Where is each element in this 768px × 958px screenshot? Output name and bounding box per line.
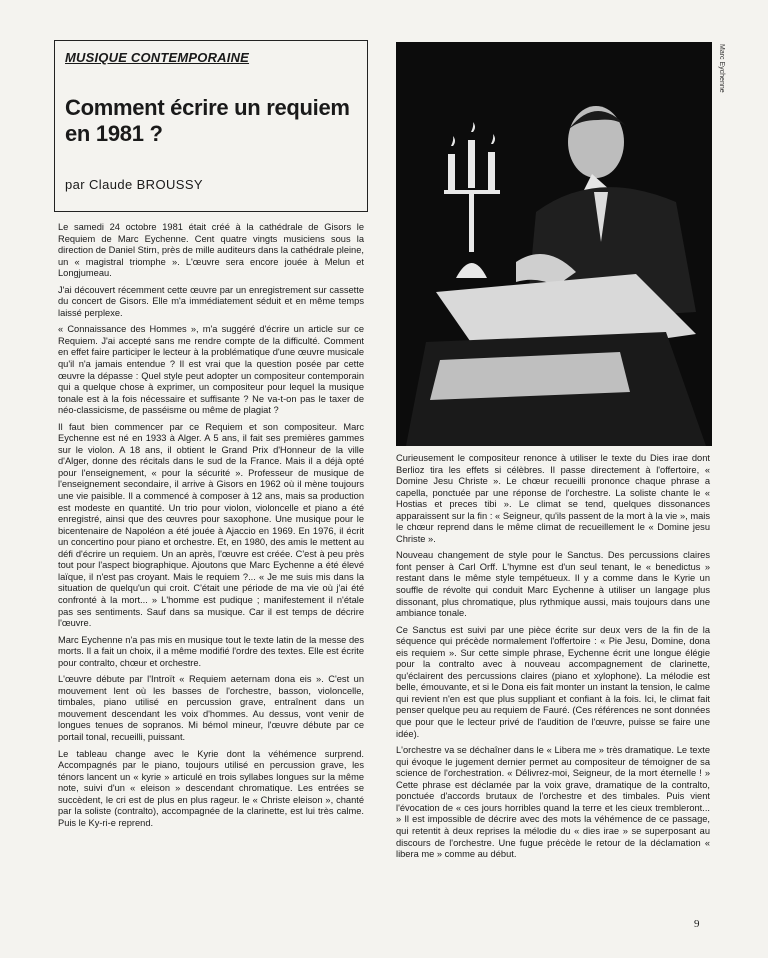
paragraph: Le samedi 24 octobre 1981 était créé à la cathédrale de Gisors le Requiem de Marc Eychenne. Cent quatre vingts musiciens sous la direction de Daniel Stirn, près de mille auditeurs dans la cathédrale pleine, un « magistral triomphe ». L'œuvre sera encore jouée à Melun et Longjumeau. [58, 222, 364, 279]
article-header-box [54, 40, 368, 212]
paragraph: Le tableau change avec le Kyrie dont la véhémence surprend. Accompagnés par le piano, toujours utilisé en percussion grave, les ténors lancent un « kyrie » articulé en trois syllabes longues sur la même note, suivi d'un « eleison » descendant chromatique. Les entrées se succèdent, le cri est de plus en plus rageur. le « Christe eleison », chanté par la soliste (contralto), accompagnée de la clarinette, est lui très calme. Puis le Ky-ri-e reprend. [58, 748, 364, 828]
paragraph: J'ai découvert récemment cette œuvre par un enregistrement sur cassette du concert de Gisors. Elle m'a immédiatement séduit et en même temps laissé perplexe. [58, 284, 364, 318]
paragraph: L'œuvre débute par l'Introït « Requiem aeternam dona eis ». C'est un mouvement lent où les basses de l'orchestre, basson, violoncelle, timbales, piano utilisé en percussion grave, entraînent dans un mouvement descendant les voix d'hommes. Au dessus, vont venir de longues tenues de sopranos. Mi bémol mineur, l'œuvre débute par ce portail tonal, recueilli, puissant. [58, 674, 364, 742]
section-rubric: MUSIQUE CONTEMPORAINE [65, 50, 250, 65]
paragraph: Nouveau changement de style pour le Sanctus. Des percussions claires font penser à Carl Orff. L'hymne est d'un seul tenant, le « benedictus » restant dans le même style tempétueux. Il y a comme dans le Kyrie un souffle de révolte qui conduit Marc Eychenne à utiliser un langage plus dissonant, plus chromatique, plus rythmique aussi, mais toujours dans une ambiance tonale. [396, 550, 710, 619]
paragraph: Ce Sanctus est suivi par une pièce écrite sur deux vers de la fin de la séquence qui précède normalement l'offertoire : « Pie Jesu, Domine, dona eis requiem ». Sur cette simple phrase, Eychenne écrit une longue élégie pour la contralto avec à nouveau accompagnement de clarinette, qu'éclairent des percussions claires (piano et xylophone). La mélodie est belle, émouvante, et si le Dona eis fait monter un instant la tension, le calme qui revient n'en est que plus suppliant et confiant à la fois. Ici, le climat fait penser quelque peu au requiem de Fauré. (Ces références ne sont données que pour que le lecteur privé de l'audition de l'œuvre, puisse se faire une idée). [396, 624, 710, 739]
right-text-column [396, 453, 710, 866]
paragraph: Il faut bien commencer par ce Requiem et son compositeur. Marc Eychenne est né en 1933 à Alger. A 5 ans, il fait ses premières gammes sur le violon. A 18 ans, il obtient le Grand Prix d'Honneur de la ville d'Alger, donne des récitals dans le sud de la France. Mais il a déjà opté pour l'enseignement, « pour la sécurité ». Professeur de musique de l'enseignement secondaire, il arrive à Gisors en 1962 où il mène toujours une vie paisible. Il a commencé à composer à 12 ans, mais sa production est modeste en quantité. Un trio pour violon, violoncelle et piano a été enregistré, ainsi que des œuvres pour saxophone. Une musique pour le bicentenaire de Napoléon a été jouée à Ajaccio en 1969. En 1976, il écrit un concertino pour piano et orchestre. Et, en 1980, des amis le mettent au défi d'écrire un requiem. Un an après, l'œuvre est créée. C'est à peu près tout pour l'aspect biographique. Ajoutons que Marc Eychenne a été élevé laïque, il n'est pas croyant. Mais le requiem ?... « Je me suis mis dans la situation de quelqu'un qui croit. C'était une période de ma vie où j'ai été confronté à la mort... » L'homme est pudique ; manifestement il n'étale pas ses sentiments. Sauf dans sa musique. Car il est temps de décrire l'œuvre. [58, 421, 364, 629]
article-byline: par Claude BROUSSY [65, 177, 203, 192]
photo-credit: Marc Eychenne [718, 44, 725, 93]
article-title: Comment écrire un requiem en 1981 ? [65, 95, 350, 146]
paragraph: L'orchestre va se déchaîner dans le « Libera me » très dramatique. Le texte qui évoque le jugement dernier permet au compositeur de témoigner de sa science de l'orchestration. « Délivrez-moi, Seigneur, de la mort éternelle ! » Cette phrase est déclamée par la voix grave, dramatique de la contralto, ponctuée d'accords brutaux de l'orchestre et des timbales. Puis vient l'évocation de « ces jours horribles quand la terre et les cieux trembleront... » Il est impossible de décrire avec des mots la véhémence de ce passage, qui retentit à deux reprises la mélodie du « dies irae » se superposant au discours de l'orchestre. Une fugue précède le retour de la déclamation « libera me » comme au début. [396, 745, 710, 860]
paragraph: « Connaissance des Hommes », m'a suggéré d'écrire un article sur ce Requiem. J'ai accepté sans me rendre compte de la difficulté. Comment en effet faire participer le lecteur à la problématique d'une œuvre musicale qu'il n'a jamais entendue ? Il est vrai que la question posée par cette œuvre la dépasse : Quel style peut adopter un compositeur contemporain qui a quelque chose à exprimer, un compositeur pour lequel la musique tonale est à la fois nécessaire et suffisante ? Ne va-t-on pas le taxer de néo-classicisme, de passéisme ou même de plagiat ? [58, 324, 364, 416]
paragraph: Marc Eychenne n'a pas mis en musique tout le texte latin de la messe des morts. Il a fait un choix, il a même modifié l'ordre des textes. Elle est écrite pour contralto, chœur et orchestre. [58, 634, 364, 668]
page-number: 9 [694, 918, 700, 930]
left-text-column [58, 222, 364, 834]
paragraph: Curieusement le compositeur renonce à utiliser le texte du Dies irae dont Berlioz tira les effets si célèbres. Il passe directement à l'offertoire, « Domine Jesu Christe ». Le chœur recueilli prononce chaque phrase a capella, ponctuée par une réponse de l'orchestre. La soliste chante le « Hostias et preces tibi ». Le climat se tend, quelques dissonances apparaissent sur la fin : « Seigneur, qu'ils passent de la mort à la vie », mais le chœur reprend dans le même climat de recueillement le « Domine jesu Christe ». [396, 453, 710, 544]
composer-photo-illustration [396, 42, 712, 446]
composer-photo [396, 42, 712, 446]
